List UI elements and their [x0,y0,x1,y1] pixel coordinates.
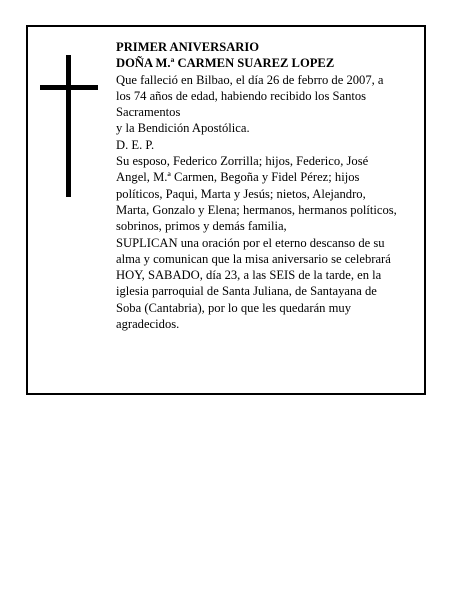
cross-icon [40,55,98,197]
death-line: y la Bendición Apostólica. [116,121,250,136]
family-line: sobrinos, primos y demás familia, [116,219,287,234]
cross-horizontal-bar [40,85,98,90]
request-line: Soba (Cantabria), por lo que les quedarán muy [116,300,352,315]
death-line: Que falleció en Bilbao, el día 26 de febrro de 2007, a [116,72,384,87]
request-line: SUPLICAN una oración por el eterno descanso de su [116,235,385,250]
family-line: Angel, M.ª Carmen, Begoña y Fidel Pérez; hijos [116,170,360,185]
notice-heading: PRIMER ANIVERSARIO [116,40,260,54]
request-line: HOY, SABADO, día 23, a las SEIS de la tarde, en la [116,268,382,283]
family-line: políticos, Paqui, Marta y Jesús; nietos, Alejandro, [116,186,366,201]
family-line: Marta, Gonzalo y Elena; hermanos, hermanos políticos, [116,202,397,217]
rip-line: D. E. P. [116,137,155,152]
family-line: Su esposo, Federico Zorrilla; hijos, Federico, José [116,154,369,169]
request-line: iglesia parroquial de Santa Juliana, de Santayana de [116,284,377,299]
notice-text [116,39,422,332]
request-line: agradecidos. [116,317,180,332]
cross-vertical-bar [66,55,71,197]
death-line: los 74 años de edad, habiendo recibido los Santos [116,88,367,103]
deceased-name: DOÑA M.ª CARMEN SUAREZ LOPEZ [116,56,335,71]
request-line: alma y comunican que la misa aniversario se celebrará [116,251,391,266]
obituary-notice [26,25,426,395]
death-line: Sacramentos [116,105,181,120]
